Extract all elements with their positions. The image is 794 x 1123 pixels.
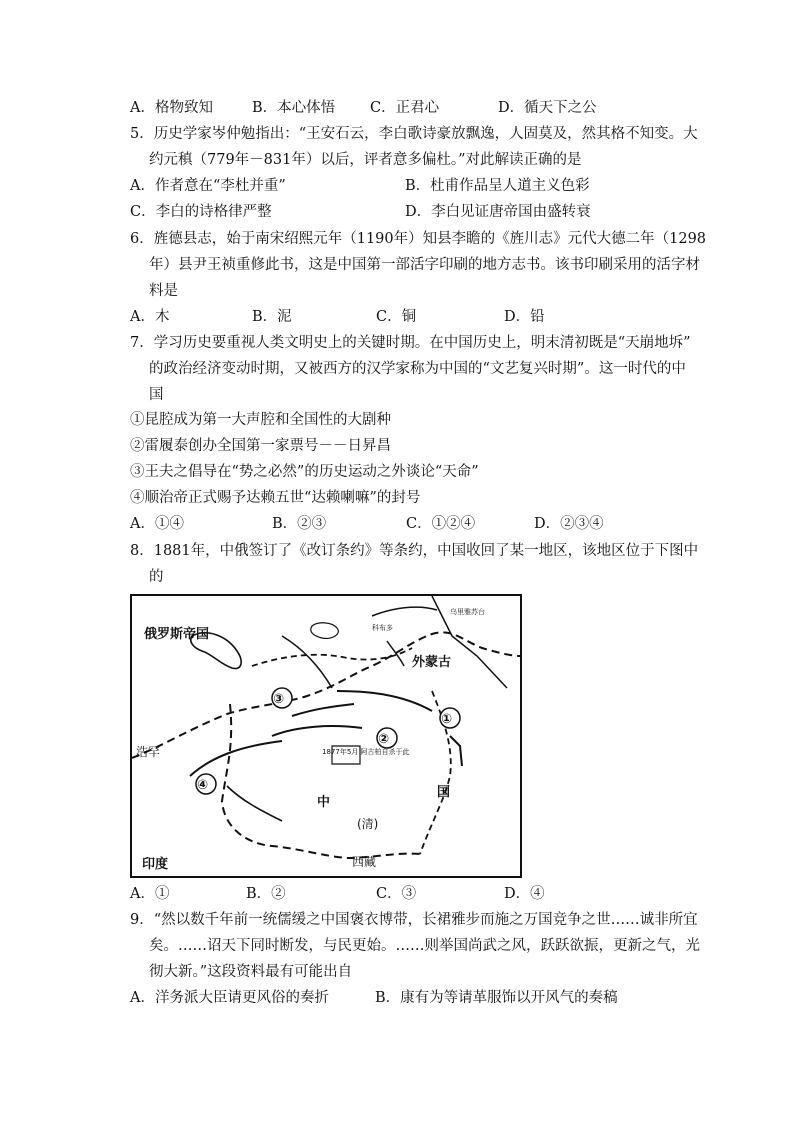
q5-stem-line2: 约元稹（779年－831年）以后，评者意多偏杜。”对此解读正确的是 bbox=[149, 152, 582, 168]
map-marker-4: ④ bbox=[197, 778, 209, 793]
q7-item-4: ④顺治帝正式赐予达赖五世“达赖喇嘛”的封号 bbox=[130, 490, 421, 506]
q8-stem-line1: 8．1881年，中俄签订了《改订条约》等条约，中国收回了某一地区，该地区位于下图中 bbox=[130, 543, 699, 559]
map-marker-2: ② bbox=[378, 732, 390, 747]
map-label-uliastai: 乌里雅苏台 bbox=[450, 608, 485, 616]
q8-option-c: C．③ bbox=[376, 886, 417, 902]
map-label-zhong: 中 bbox=[317, 795, 331, 810]
q9-option-a: A．洋务派大臣请更风俗的奏折 bbox=[130, 990, 329, 1006]
q9-stem-line1: 9．“然以数千年前一统儒缓之中国褒衣博带，长裙雅步而施之万国竞争之世……诚非所宜 bbox=[130, 912, 698, 928]
q4-option-c: C．正君心 bbox=[370, 100, 440, 116]
q7-option-c: C．①②④ bbox=[406, 516, 476, 532]
q7-stem-line3: 国 bbox=[149, 387, 164, 403]
map-label-kobdo: 科布多 bbox=[372, 624, 393, 632]
q6-stem-line3: 料是 bbox=[149, 283, 178, 299]
q5-stem-line1: 5．历史学家岑仲勉指出：“王安石云，李白歌诗豪放飘逸，人固莫及，然其格不知变。大 bbox=[130, 126, 698, 142]
map-drawing bbox=[132, 596, 520, 876]
q7-option-d: D．②③④ bbox=[534, 516, 604, 532]
map-label-india: 印度 bbox=[142, 857, 169, 872]
map-marker-1: ① bbox=[441, 712, 453, 727]
q8-option-d: D．④ bbox=[504, 886, 545, 902]
map-label-outer-mongolia: 外蒙古 bbox=[412, 655, 452, 670]
q6-option-a: A．木 bbox=[130, 309, 170, 325]
q8-option-b: B．② bbox=[246, 886, 286, 902]
q6-stem-line2: 年）县尹王祯重修此书，这是中国第一部活字印刷的地方志书。该书印刷采用的活字材 bbox=[149, 257, 700, 273]
q5-option-b: B．杜甫作品呈人道主义色彩 bbox=[405, 178, 590, 194]
q9-option-b: B．康有为等请革服饰以开风气的奏稿 bbox=[375, 990, 618, 1006]
q7-stem-line2: 的政治经济变动时期，又被西方的汉学家称为中国的“文艺复兴时期”。这一时代的中 bbox=[149, 361, 686, 377]
q7-item-2: ②雷履泰创办全国第一家票号－－日昇昌 bbox=[130, 438, 391, 454]
q4-option-b: B．本心体悟 bbox=[252, 100, 336, 116]
map-marker-3: ③ bbox=[273, 692, 285, 707]
q6-option-b: B．泥 bbox=[252, 309, 292, 325]
q7-stem-line1: 7．学习历史要重视人类文明史上的关键时期。在中国历史上，明末清初既是“天崩地坼” bbox=[130, 335, 691, 351]
q5-option-c: C．李白的诗格律严整 bbox=[130, 204, 272, 220]
map-label-guo: 国 bbox=[437, 785, 451, 800]
q7-option-b: B．②③ bbox=[272, 516, 327, 532]
q5-option-d: D．李白见证唐帝国由盛转衰 bbox=[405, 204, 591, 220]
q7-item-3: ③王夫之倡导在“势之必然”的历史运动之外谈论“天命” bbox=[130, 464, 479, 480]
q8-stem-line2: 的 bbox=[149, 569, 164, 585]
q9-stem-line3: 彻大新。”这段资料最有可能出自 bbox=[149, 964, 353, 980]
q6-stem-line1: 6．旌德县志，始于南宋绍熙元年（1190年）知县李瞻的《旌川志》元代大德二年（1298 bbox=[130, 231, 707, 247]
map-label-russia: 俄罗斯帝国 bbox=[144, 627, 210, 642]
map-label-haohan: 浩罕 bbox=[136, 745, 161, 759]
map-label-tibet: 西藏 bbox=[352, 855, 377, 869]
q7-item-1: ①昆腔成为第一大声腔和全国性的大剧种 bbox=[130, 412, 391, 428]
q6-option-d: D．铅 bbox=[504, 309, 545, 325]
q9-stem-line2: 矣。……诏天下同时断发，与民更始。……则举国尚武之风，跃跃欲振，更新之气，光 bbox=[149, 938, 700, 954]
q4-option-d: D．循天下之公 bbox=[498, 100, 597, 116]
map-label-note: 1877年5月 阿古柏自杀于此 bbox=[322, 748, 410, 756]
historical-map bbox=[130, 594, 522, 878]
q6-option-c: C．铜 bbox=[376, 309, 417, 325]
q8-option-a: A．① bbox=[130, 886, 170, 902]
map-label-qing: (清) bbox=[357, 817, 379, 831]
q7-option-a: A．①④ bbox=[130, 516, 184, 532]
q4-option-a: A．格物致知 bbox=[130, 100, 213, 116]
q5-option-a: A．作者意在“李杜并重” bbox=[130, 178, 286, 194]
